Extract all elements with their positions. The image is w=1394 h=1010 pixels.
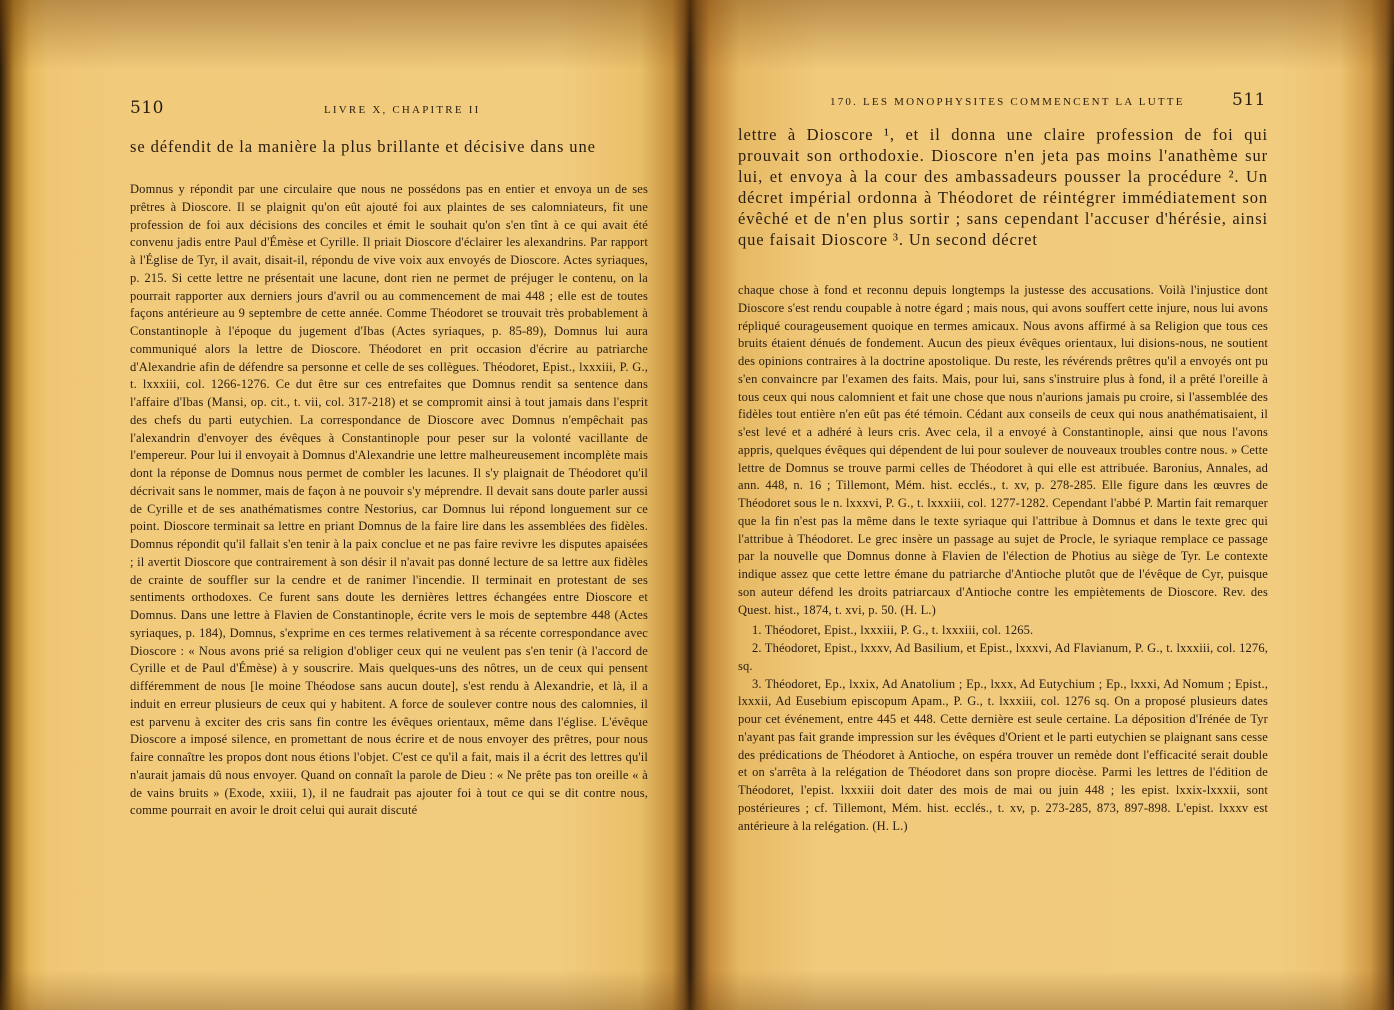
page-number: 510 bbox=[130, 98, 164, 118]
footnote: 1. Théodoret, Epist., lxxxiii, P. G., t. lxxxiii, col. 1265. bbox=[752, 623, 1034, 638]
note-text bbox=[130, 181, 648, 820]
note-paragraph: Domnus y répondit par une circulaire que nous ne possédons pas en entier et envoya un de ses prêtres à Dioscore. Il se plaignit qu'on eût ajouté foi aux plaintes de ses calomniateurs, fit une profession de foi aux décisions des conciles et émit le souhait qu'on s'en tînt à ce qui avait été convenu jadis entre Paul d'Émèse et Cyrille. Il priait Dioscore d'éclairer les alexandrins. Par rapport à l'Église de Tyr, il avait, disait-il, répondu de vive voix aux envoyés de Dioscore. Actes syriaques, p. 215. Si cette lettre ne présentait une lacune, dont rien ne permet de préjuger le contenu, on la pourrait rapporter aux derniers jours d'avril ou au commencement de mai 448 ; elle est de toutes façons antérieure au 9 septembre de cette année. Comme Théodoret se trouvait très probablement à Constantinople à l'époque du jugement d'Ibas (Actes syriaques, p. 85-89), Domnus lui aura communiqué alors la lettre de Dioscore. Théodoret en prit occasion d'écrire au patriarche d'Alexandrie afin de défendre sa personne et celle de ses collègues. Théodoret, Epist., lxxxiii, P. G., t. lxxxiii, col. 1266-1276. Ce dut être sur ces entrefaites que Domnus rendit sa sentence dans l'affaire d'Ibas (Mansi, op. cit., t. vii, col. 317-218) et se compromit ainsi à tout jamais dans l'esprit des chefs du parti eutychien. La correspondance de Dioscore avec Domnus n'empêchait pas l'alexandrin d'envoyer des évêques à Constantinople pour peser sur la volonté vacillante de l'empereur. Pour lui il envoyait à Domnus d'Alexandrie une lettre malheureusement incomplète mais dont la réponse de Domnus nous permet de combler les lacunes. Il s'y plaignait de Théodoret qu'il décrivait sans le nommer, mais de façon à ne pouvoir s'y méprendre. Il devait sans doute parler aussi de Cyrille et de ses anathématismes contre Nestorius, car Domnus lui répond longuement sur ce point. Dioscore terminait sa lettre en priant Domnus de la faire lire dans les assemblées des fidèles. Domnus répondit qu'il fallait s'en tenir à la paix conclue et ne pas faire revivre les disputes apaisées ; il avertit Dioscore que contrairement à son désir il n'avait pas donné lecture de sa lettre aux fidèles de crainte de souffler sur la cendre et de ranimer l'incendie. Il terminait en protestant de ses sentiments orthodoxes. Ce furent sans doute les dernières lettres échangées entre Dioscore et Domnus. Dans une lettre à Flavien de Constantinople, écrite vers le mois de septembre 448 (Actes syriaques, p. 184), Domnus, s'exprime en ces termes relativement à sa récente correspondance avec Dioscore : « Nous avons prié sa religion d'obliger ceux qui ne veulent pas s'en tenir (à l'accord de Cyrille et de Paul d'Émèse) à y souscrire. Mais quelques-uns des nôtres, un de ceux qui pensent différemment de nous [le moine Théodose sans aucun doute], s'est rendu à Alexandrie, et là, il a induit en erreur plusieurs de ceux qui y habitent. A force de soulever contre nous des calomnies, il est parvenu à exciter des cris sans fin contre les évêques orientaux, même dans l'église. L'évêque Dioscore a imposé silence, en promettant de nous écrire et de nous envoyer des prêtres, pour nous faire connaître les propos dont nous étions l'objet. C'est ce qu'il a fait, mais il a écrit des lettres qu'il n'aurait jamais dû nous envoyer. Quand on connaît la parole de Dieu : « Ne prête pas ton oreille « à de vains bruits » (Exode, xxiii, 1), il ne faudrait pas ajouter foi à tout ce qui se dit contre nous, comme pourrait en avoir le droit celui qui aurait discuté bbox=[130, 182, 648, 818]
note-text bbox=[738, 282, 1268, 835]
main-text bbox=[738, 124, 1268, 250]
footnotes bbox=[738, 622, 1268, 835]
page-number: 511 bbox=[1232, 90, 1266, 110]
left-page bbox=[118, 92, 648, 820]
main-text bbox=[130, 136, 648, 157]
main-text-paragraph: se défendit de la manière la plus brillante et décisive dans une bbox=[130, 137, 596, 156]
main-text-paragraph: lettre à Dioscore ¹, et il donna une claire profession de foi qui prouvait son orthodoxie. Dioscore n'en jeta pas moins l'anathème sur lui, et envoya à la cour des ambassadeurs pousser la procédure ². Un décret impérial ordonna à Théodoret de réintégrer immédiatement son évêché et de n'en plus sortir ; sans cependant l'accuser d'hérésie, ainsi que faisait Dioscore ³. Un second décret bbox=[738, 125, 1268, 249]
running-head bbox=[118, 92, 648, 116]
running-head-title: 170. LES MONOPHYSITES COMMENCENT LA LUTTE bbox=[830, 96, 1185, 108]
footnote: 3. Théodoret, Ep., lxxix, Ad Anatolium ; Ep., lxxx, Ad Eutychium ; Ep., lxxxi, Ad Nomum ; Epist., lxxxii, Ad Eusebium episcopum Apam., P. G., t. lxxxiii, col. 1276 sq. On a proposé plusieurs dates pour cet événement, entre 445 et 448. Cette dernière est seule certaine. La déposition d'Irénée de Tyr n'ayant pas fait grande impression sur les évêques d'Orient et le parti eutychien se plaignant sans cesse des prédications de Théodoret à Antioche, on espéra trouver un remède dont l'efficacité serait double et on s'arrêta à la relégation de Théodoret dans son propre diocèse. Parmi les lettres de l'édition de Théodoret, l'epist. lxxxiii doit dater des mois de mai ou juin 448 ; les epist. lxxix-lxxxii, sont postérieures ; cf. Tillemont, Mém. hist. ecclés., t. xv, p. 273-285, 873, 897-898. L'epist. lxxxv est antérieure à la relégation. (H. L.) bbox=[738, 676, 1268, 833]
note-paragraph: chaque chose à fond et reconnu depuis longtemps la justesse des accusations. Voilà l'injustice dont Dioscore s'est rendu coupable à notre égard ; mais nous, qui avons souffert cette injure, nous lui avons répliqué courageusement quoique en termes amicaux. Nous avons affirmé à sa Religion que tous ces bruits étaient dénués de fondement. Aucun des pieux évêques orientaux, lui disions-nous, ne soutient des opinions contraires à la doctrine apostolique. Du reste, les révérends prêtres qu'il a envoyés ont pu s'en convaincre par l'examen des faits. Mais, pour lui, sans s'instruire plus à fond, il a prêté l'oreille à tous ceux qui nous calomnient et fait une chose que nous n'aurions jamais pu croire, si l'assemblée des fidèles tout entière n'en eût pas été témoin. Cédant aux conseils de ceux qui nous anathématisaient, il s'est levé et a adhéré à leurs cris. Avec cela, il a envoyé à Constantinople, ainsi que nous l'avons appris, quelques évêques qui dépendent de lui pour soulever de nouveaux troubles contre nous. » Cette lettre de Domnus se trouve parmi celles de Théodoret à qui elle est attribuée. Baronius, Annales, ad ann. 448, n. 16 ; Tillemont, Mém. hist. ecclés., t. xv, p. 278-285. Elle figure dans les œuvres de Théodoret sous le n. lxxxvi, P. G., t. lxxxiii, col. 1277-1282. Cependant l'abbé P. Martin fait remarquer que la fin n'est pas la même dans le texte syriaque qui l'attribue à Domnus et dans le texte grec qui l'attribue à Théodoret. Le grec insère un passage au sujet de Procle, le syriaque remplace ce passage par la nouvelle que Domnus donne à Flavien de l'élection de Photius au siège de Tyr. Le contexte indique assez que cette lettre émane du patriarche d'Antioche plutôt que de l'évêque de Cyr, puisque son auteur défend les droits patriarcaux d'Antioche contre les empiètements de Dioscore. Rev. des Quest. hist., 1874, t. xvi, p. 50. (H. L.) bbox=[738, 283, 1268, 617]
footnote: 2. Théodoret, Epist., lxxxv, Ad Basilium, et Epist., lxxxvi, Ad Flavianum, P. G., t. lxxxiii, col. 1276, sq. bbox=[738, 641, 1268, 673]
running-head-title: LIVRE X, CHAPITRE II bbox=[324, 104, 481, 116]
running-head bbox=[738, 86, 1268, 110]
right-page bbox=[738, 86, 1268, 835]
